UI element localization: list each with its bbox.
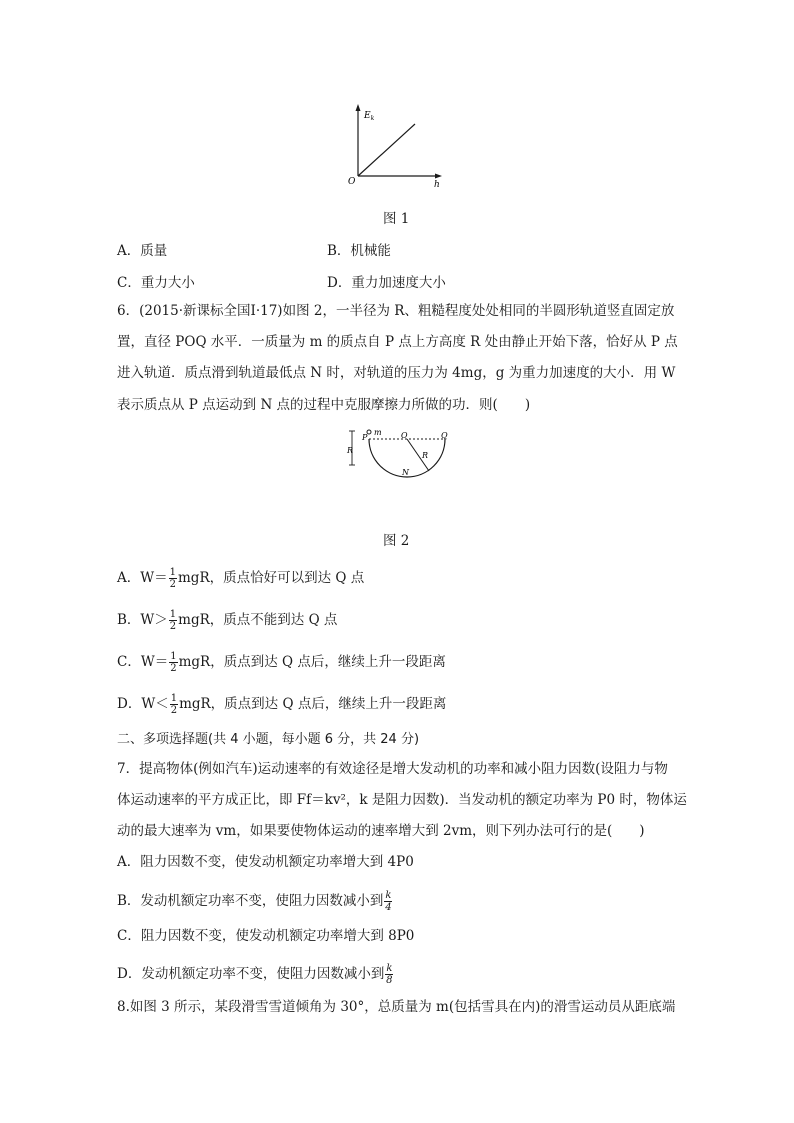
q6-option-b: B．W＞ $\frac{1}{2}$ mgR，质点不能到达 Q 点 — [117, 609, 338, 632]
q7-line-1: 7．提高物体(例如汽车)运动速率的有效途径是增大发动机的功率和减小阻力因数(设阻力与物 — [117, 761, 668, 777]
q5-options-row-2 — [117, 271, 446, 291]
x-axis-arrow — [435, 174, 442, 179]
y-axis-arrow — [356, 104, 361, 111]
particle-m — [367, 430, 371, 434]
point-q-label: Q — [441, 431, 448, 440]
q6-line-1: 6．(2015·新课标全国Ⅰ·17)如图 2，一半径为 R、粗糙程度处处相同的半圆形轨道竖直固定放 — [117, 303, 675, 319]
q5-option-c: C．重力大小 — [117, 275, 195, 291]
q7-line-3: 动的最大速率为 vm，如果要使物体运动的速率增大到 2vm，则下列办法可行的是( ) — [117, 823, 645, 839]
q5-option-b: B．机械能 — [327, 243, 391, 259]
particle-m-label: m — [374, 428, 382, 437]
q7-line-2: 体运动速率的平方成正比，即 Ff＝kv²，k 是阻力因数)．当发动机的额定功率为 P0 时，物体运 — [117, 792, 687, 808]
height-r-label: R — [347, 446, 354, 455]
section-2-heading: 二、多项选择题(共 4 小题，每小题 6 分，共 24 分) — [117, 732, 420, 747]
q5-option-d: D．重力加速度大小 — [327, 275, 446, 291]
figure-1-ek-h-graph — [340, 100, 460, 195]
q5-options-row-1 — [117, 239, 391, 259]
q7-option-b: B．发动机额定功率不变，使阻力因数减小到 $\frac{k}{4}$ — [117, 890, 392, 913]
point-o-label: O — [401, 431, 408, 440]
figure-2-caption: 图 2 — [383, 533, 410, 549]
q8-line-1: 8.如图 3 所示，某段滑雪雪道倾角为 30°，总质量为 m(包括雪具在内)的滑雪运动员从距底端 — [117, 999, 676, 1015]
ek-line — [358, 124, 415, 176]
q7-option-d: D．发动机额定功率不变，使阻力因数减小到 $\frac{k}{8}$ — [117, 963, 393, 986]
q7-option-a: A．阻力因数不变，使发动机额定功率增大到 4P0 — [117, 854, 414, 870]
radius-r-label: R — [422, 451, 429, 460]
figure-2-semicircle-track — [340, 425, 465, 517]
point-p-label: P — [362, 433, 368, 442]
point-n-label: N — [402, 468, 409, 477]
y-axis-label: $E_k$ — [364, 111, 375, 122]
q6-option-c: C．W＝ $\frac{1}{2}$ mgR，质点到达 Q 点后，继续上升一段距离 — [117, 651, 446, 674]
q6-option-a: A．W＝ $\frac{1}{2}$ mgR，质点恰好可以到达 Q 点 — [117, 567, 365, 590]
q6-option-d: D．W＜ $\frac{1}{2}$ mgR，质点到达 Q 点后，继续上升一段距离 — [117, 693, 447, 716]
x-axis-label: h — [434, 180, 440, 190]
q6-line-4: 表示质点从 P 点运动到 N 点的过程中克服摩擦力所做的功．则( ) — [117, 397, 531, 413]
q5-option-a: A．质量 — [117, 243, 168, 259]
origin-label: O — [348, 177, 356, 187]
figure-1-caption: 图 1 — [383, 211, 410, 227]
q6-line-2: 置，直径 POQ 水平．一质量为 m 的质点自 P 点上方高度 R 处由静止开始下落，恰好从 P 点 — [117, 334, 678, 350]
q7-option-c: C．阻力因数不变，使发动机额定功率增大到 8P0 — [117, 928, 415, 944]
q6-line-3: 进入轨道．质点滑到轨道最低点 N 时，对轨道的压力为 4mg，g 为重力加速度的大小．用 W — [117, 365, 676, 381]
